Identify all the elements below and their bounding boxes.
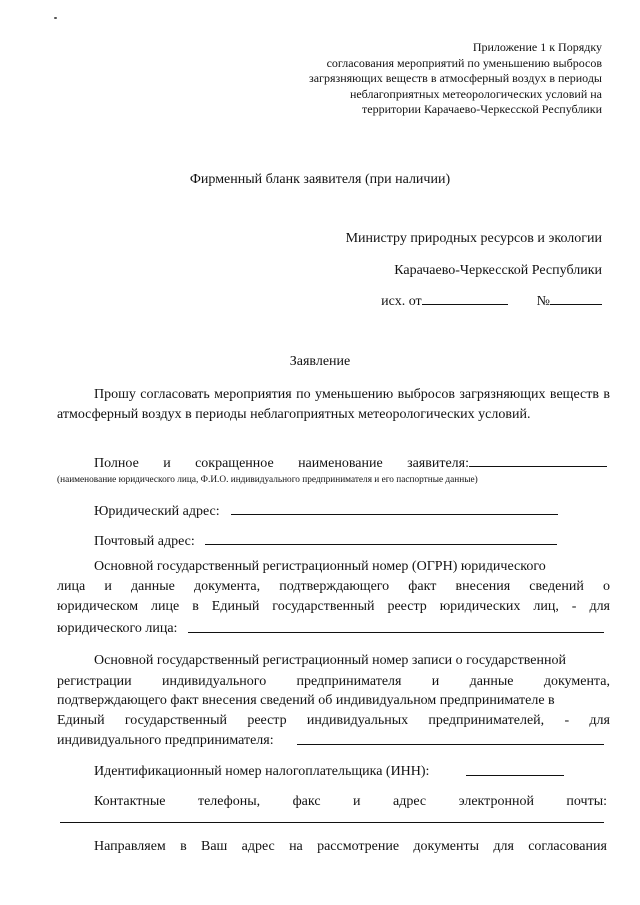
header-line: территории Карачаево-Черкесской Республики	[362, 102, 602, 117]
inn-label: Идентификационный номер налогоплательщика (ИНН):	[94, 764, 430, 779]
contacts-field[interactable]	[60, 822, 604, 823]
footer-word: адрес	[241, 839, 275, 854]
ogrn-line: юридическом лице в Единый государственный реестр юридических лиц, - для	[57, 599, 610, 614]
ref-date-label: исх. от	[381, 294, 422, 309]
footer-word: согласования	[528, 839, 607, 854]
footer-word: Направляем	[94, 839, 166, 854]
legal-address-row	[94, 502, 640, 521]
inn-row	[94, 762, 640, 781]
ogrnip-word: данные	[469, 674, 514, 689]
footer-word: в	[180, 839, 187, 854]
contacts-word: почты:	[566, 794, 607, 809]
contacts-word: электронной	[458, 794, 534, 809]
ogrn-line: лица и данные документа, подтверждающего факт внесения сведений о	[57, 579, 610, 594]
applicant-label-end	[407, 454, 607, 473]
scan-speck	[54, 17, 57, 19]
addressee-line-1: Министру природных ресурсов и экологии	[345, 231, 602, 246]
header-line: Приложение 1 к Порядку	[472, 40, 602, 54]
contacts-word: Контактные	[94, 794, 166, 809]
contacts-word: адрес	[393, 794, 427, 809]
letterhead-note: Фирменный бланк заявителя (при наличии)	[189, 172, 451, 187]
contacts-word: телефоны,	[197, 794, 261, 809]
ogrnip-line: Основной государственный регистрационный номер записи о государственной	[94, 653, 566, 668]
ref-number-field[interactable]	[550, 292, 602, 305]
ogrnip-last-row	[57, 731, 610, 750]
addressee-line-2: Карачаево-Черкесской Республики	[394, 263, 602, 278]
applicant-row	[94, 454, 607, 473]
ogrnip-word: предпринимателей,	[428, 713, 545, 728]
contacts-word: факс	[292, 794, 321, 809]
request-paragraph	[57, 385, 610, 424]
contacts-row	[94, 792, 607, 811]
ogrnip-line	[57, 672, 610, 691]
applicant-word: Полное	[94, 456, 139, 471]
ogrn-text: Основной государственный регистрационный номер (ОГРН) юридического	[94, 559, 546, 574]
ogrn-line	[94, 557, 607, 576]
ogrnip-word: -	[564, 713, 570, 728]
ogrnip-line: подтверждающего факт внесения сведений об индивидуальном предпринимателе в	[57, 693, 555, 708]
footer-word: для	[493, 839, 514, 854]
applicant-word: заявителя:	[407, 456, 469, 471]
ogrnip-field[interactable]	[297, 744, 604, 745]
postal-address-field[interactable]	[205, 544, 557, 545]
ogrn-last-row	[57, 619, 610, 638]
inn-field[interactable]	[466, 775, 564, 776]
appendix-header	[272, 40, 602, 118]
ogrn-last-label: юридического лица:	[57, 621, 178, 636]
ogrnip-word: и	[431, 674, 440, 689]
ref-date-field[interactable]	[422, 292, 508, 305]
applicant-word: и	[163, 456, 171, 471]
applicant-word: наименование	[298, 456, 383, 471]
contacts-word: и	[353, 794, 361, 809]
footer-word: документы	[413, 839, 480, 854]
ogrnip-word: документа,	[543, 674, 610, 689]
ogrnip-word: Единый	[57, 713, 105, 728]
ogrnip-word: предпринимателя	[296, 674, 402, 689]
outgoing-reference	[381, 292, 602, 311]
ogrnip-word: регистрации	[57, 674, 132, 689]
ogrnip-word: реестр	[247, 713, 287, 728]
applicant-note: (наименование юридического лица, Ф.И.О. индивидуального предпринимателя и его паспортные данные)	[57, 475, 478, 485]
ogrnip-word: индивидуальных	[306, 713, 409, 728]
applicant-name-field[interactable]	[469, 454, 607, 467]
ogrnip-last-label: индивидуального предпринимателя:	[57, 733, 274, 748]
footer-word: рассмотрение	[317, 839, 400, 854]
applicant-word: сокращенное	[195, 456, 274, 471]
footer-word: на	[289, 839, 303, 854]
ogrnip-word: государственный	[124, 713, 228, 728]
document-title: Заявление	[289, 354, 351, 369]
footer-word: Ваш	[201, 839, 228, 854]
footer-line	[94, 837, 607, 856]
legal-address-field[interactable]	[231, 514, 558, 515]
header-line: согласования мероприятий по уменьшению выбросов	[326, 55, 602, 70]
ogrnip-line	[57, 711, 610, 730]
header-line: неблагоприятных метеорологических условий на	[349, 86, 602, 101]
ogrn-field[interactable]	[188, 632, 604, 633]
ogrnip-word: индивидуального	[161, 674, 267, 689]
ref-number-label: №	[536, 294, 550, 309]
ogrnip-word: для	[589, 713, 610, 728]
request-text: Прошу согласовать мероприятия по уменьшению выбросов загрязняющих веществ в атмосферный воздух в периоды неблагоприятных метеорологических условий.	[57, 387, 610, 422]
legal-address-label: Юридический адрес:	[94, 504, 220, 519]
header-line: загрязняющих веществ в атмосферный воздух в периоды	[308, 71, 602, 86]
postal-address-label: Почтовый адрес:	[94, 534, 195, 549]
postal-address-row	[94, 532, 640, 551]
